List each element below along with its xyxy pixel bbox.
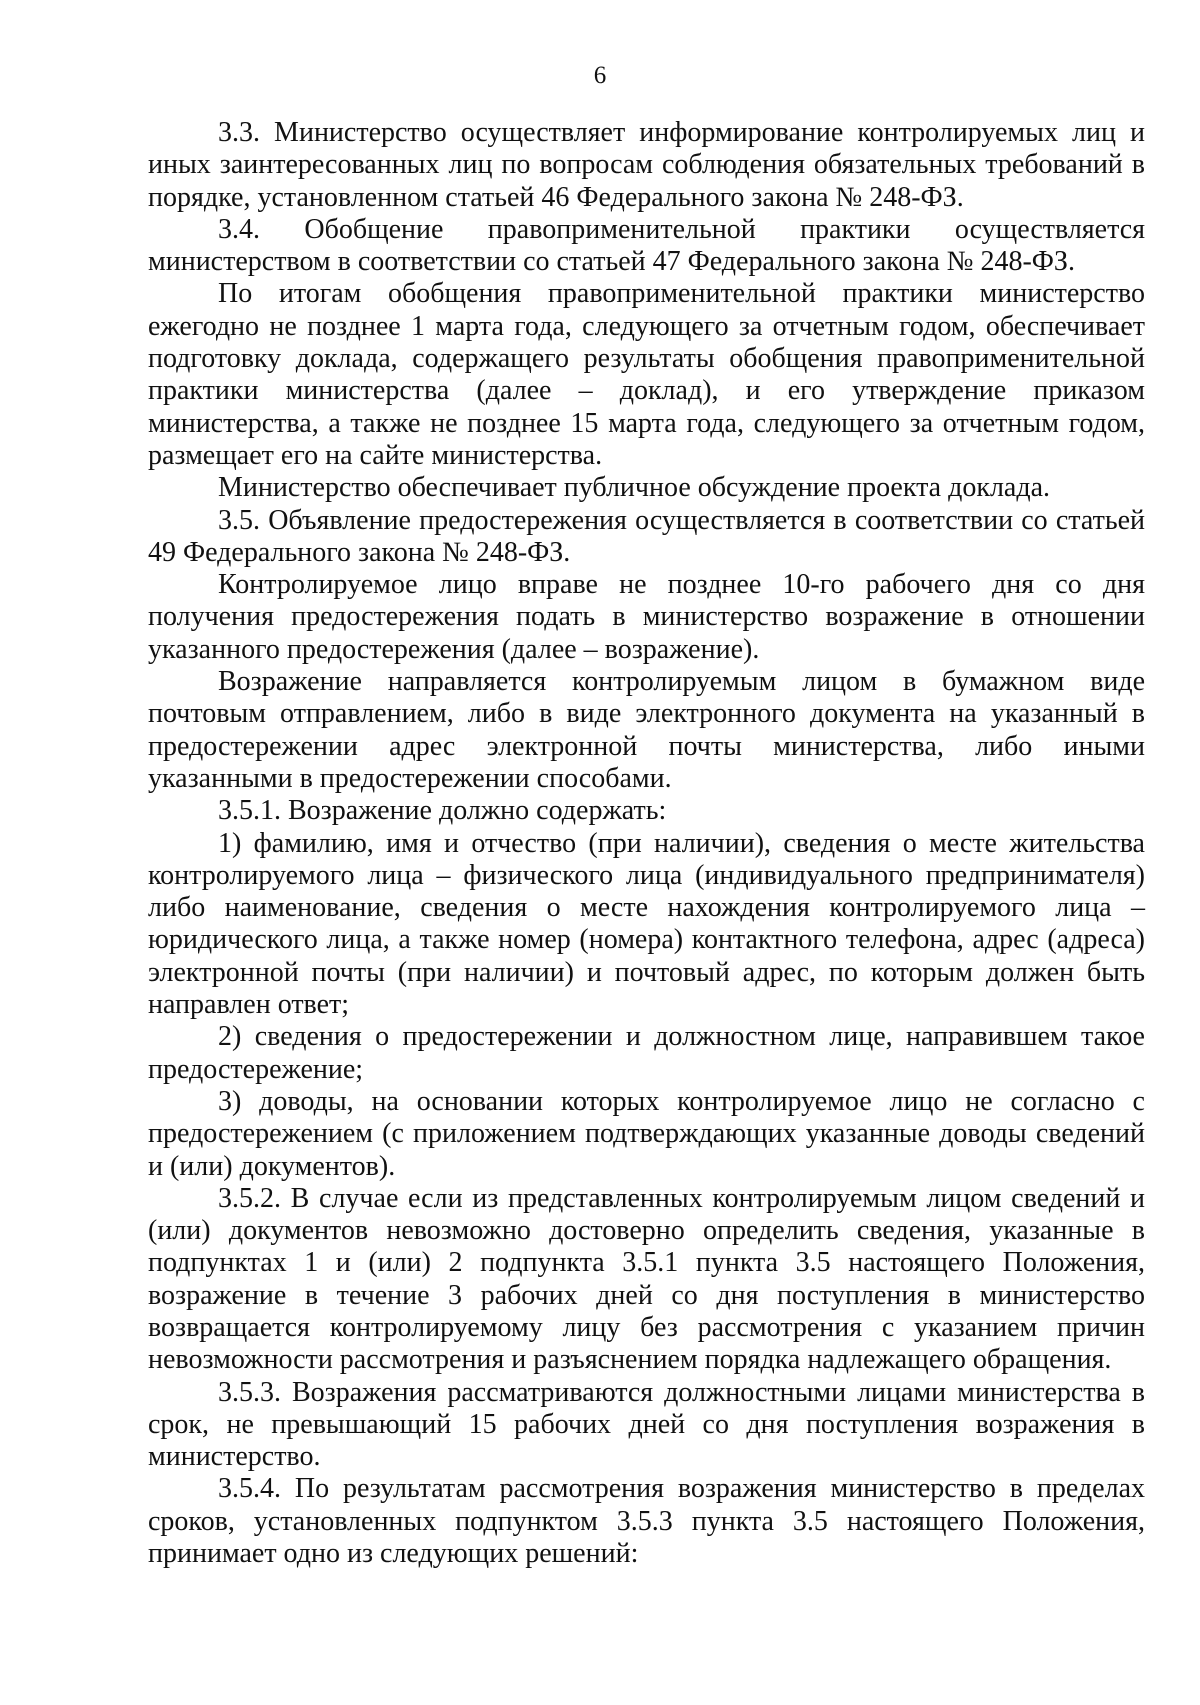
list-item-3: 3) доводы, на основании которых контролируемое лицо не согласно с предостережением (с приложением подтверждающих указанные доводы сведений и (или) документов). [148,1085,1145,1182]
paragraph-3-4: 3.4. Обобщение правоприменительной практики осуществляется министерством в соответствии со статьей 47 Федерального закона № 248-ФЗ. [148,213,1145,278]
list-item-1: 1) фамилию, имя и отчество (при наличии), сведения о месте жительства контролируемого лица – физического лица (индивидуального предпринимателя) либо наименование, сведения о месте нахождения контролируемого лица – юридического лица, а также номер (номера) контактного телефона, адрес (адреса) электронной почты (при наличии) и почтовый адрес, по которым должен быть направлен ответ; [148,827,1145,1021]
paragraph-public-discussion: Министерство обеспечивает публичное обсуждение проекта доклада. [218,472,1051,504]
paragraph-3-5-1: 3.5.1. Возражение должно содержать: [218,795,667,827]
paragraph-3-5-4: 3.5.4. По результатам рассмотрения возражения министерство в пределах сроков, установленных подпунктом 3.5.3 пункта 3.5 настоящего Положения, принимает одно из следующих решений: [148,1473,1145,1570]
paragraph-objection-right: Контролируемое лицо вправе не позднее 10-го рабочего дня со дня получения предостережения подать в министерство возражение в отношении указанного предостережения (далее – возражение). [148,569,1145,665]
page-number: 6 [593,62,607,89]
paragraph-objection-delivery: Возражение направляется контролируемым лицом в бумажном виде почтовым отправлением, либо в виде электронного документа на указанный в предостережении адрес электронной почты министерства, либо иными указанными в предостережении способами. [148,666,1145,794]
list-item-2: 2) сведения о предостережении и должностном лице, направившем такое предостережение; [148,1021,1145,1085]
paragraph-3-5-3: 3.5.3. Возражения рассматриваются должностными лицами министерства в срок, не превышающий 15 рабочих дней со дня поступления возражения в министерство. [148,1376,1145,1473]
paragraph-3-5: 3.5. Объявление предостережения осуществляется в соответствии со статьей 49 Федерального закона № 248-ФЗ. [148,504,1145,568]
paragraph-3-3: 3.3. Министерство осуществляет информирование контролируемых лиц и иных заинтересованных лиц по вопросам соблюдения обязательных требований в порядке, установленном статьей 46 Федерального закона № 248-ФЗ. [148,117,1145,213]
paragraph-generalization-report: По итогам обобщения правоприменительной практики министерство ежегодно не позднее 1 марта года, следующего за отчетным годом, обеспечивает подготовку доклада, содержащего результаты обобщения правоприменительной практики министерства (далее – доклад), и его утверждение приказом министерства, а также не позднее 15 марта года, следующего за отчетным годом, размещает его на сайте министерства. [148,278,1145,471]
document-body [148,117,1145,1570]
paragraph-3-5-2: 3.5.2. В случае если из представленных контролируемым лицом сведений и (или) документов невозможно достоверно определить сведения, указанные в подпунктах 1 и (или) 2 подпункта 3.5.1 пункта 3.5 настоящего Положения, возражение в течение 3 рабочих дней со дня поступления в министерство возвращается контролируемому лицу без рассмотрения с указанием причин невозможности рассмотрения и разъяснением порядка надлежащего обращения. [148,1182,1145,1376]
